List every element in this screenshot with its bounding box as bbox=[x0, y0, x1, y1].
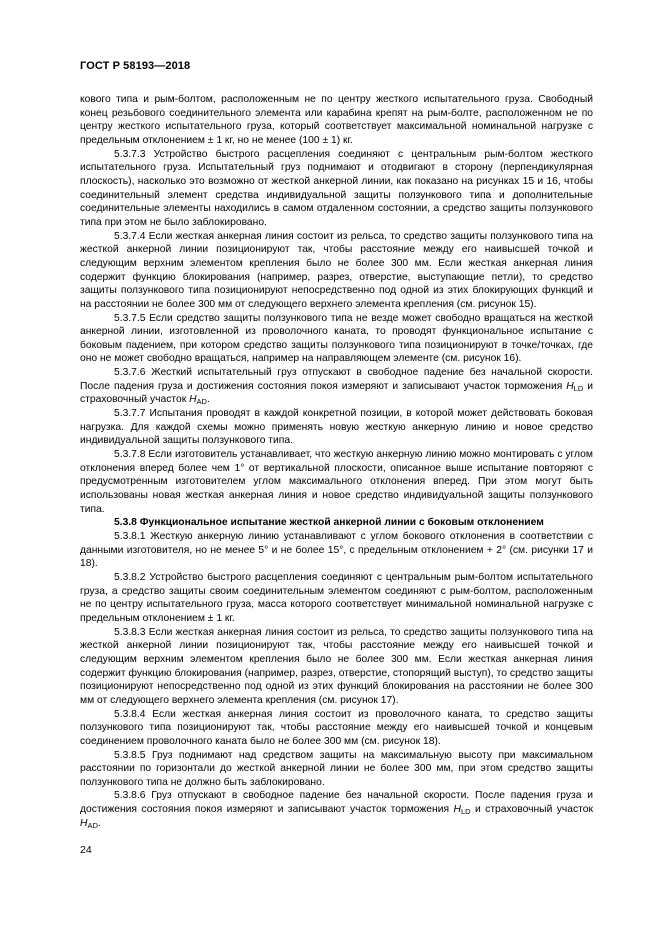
symbol-h-ad: $H_{AD}$ bbox=[80, 817, 98, 830]
paragraph-5-3-7-4: 5.3.7.4 Если жесткая анкерная линия состоит из рельса, то средство защиты ползункового типа на жесткой анкерной линии позиционируют так, чтобы расстояние между его наивысшей точкой и следующим верхним элементом крепления было не более 300 мм. Если жесткая анкерная линия содержит функцию блокирования (например, разрез, отверстие, выступающие петли), то средство защиты ползункового типа позиционируют непосредственно под одной из этих блокирующих функций и на расстоянии не более 300 мм от следующего верхнего элемента крепления (см. рисунок 15). bbox=[80, 230, 593, 310]
document-header: ГОСТ Р 58193—2018 bbox=[80, 60, 191, 72]
paragraph-5-3-7-6: 5.3.7.6 Жесткий испытательный груз отпускают в свободное падение без начальной скорости. После падения груза и достижения состояния покоя измеряют и записывают участок торможения $H_{LD}$ и страховочный участок $H_{AD}$. bbox=[80, 367, 593, 407]
paragraph-5-3-8-2: 5.3.8.2 Устройство быстрого расцепления соединяют с центральным рым-болтом испытательного груза, а средство защиты своим соединительным элементом соединяют с рым-болтом, расположенным не по центру испытательного груза, масса которого соответствует минимальной номинальной нагрузке с предельным отклонением ± 1 кг. bbox=[80, 571, 593, 624]
paragraph-5-3-8-3: 5.3.8.3 Если жесткая анкерная линия состоит из рельса, то средство защиты ползункового типа на жесткой анкерной линии позиционируют так, чтобы расстояние между его наивысшей точкой и следующим верхним элементом крепления было не более 300 мм. Если жесткая анкерная линия содержит функцию блокирования (например, разрез, отверстие, стопорящий выступ), то средство защиты позиционируют непосредственно под одной из этих функций блокирования на расстоянии не более 300 мм от следующего верхнего элемента крепления (см. рисунок 17). bbox=[80, 626, 593, 706]
paragraph-5-3-7-6-text: 5.3.7.6 Жесткий испытательный груз отпускают в свободное падение без начальной скорости. После падения груза и достижения состояния покоя измеряют и записывают участок торможения bbox=[80, 367, 593, 392]
symbol-h-ad: $H_{AD}$ bbox=[189, 394, 207, 407]
symbol-h-ld: $H_{LD}$ bbox=[566, 380, 584, 393]
paragraph-5-3-8-6: 5.3.8.6 Груз отпускают в свободное падение без начальной скорости. После падения груза и достижения состояния покоя измеряют и записывают участок торможения $H_{LD}$ и страховочный участок $H_{AD}$. bbox=[80, 790, 593, 830]
paragraph-5-3-7-8: 5.3.7.8 Если изготовитель устанавливает, что жесткую анкерную линию можно монтировать с углом отклонения вперед более чем 1° от вертикальной плоскости, описанное выше испытание повторяют с предусмотренным изготовителем углом максимального отклонения вперед. При этом могут быть использованы новая жесткая анкерная линия и новое средство индивидуальной защиты ползункового типа. bbox=[80, 449, 593, 515]
paragraph-5-3-7-3: 5.3.7.3 Устройство быстрого расцепления соединяют с центральным рым-болтом жесткого испытательного груза. Испытательный груз поднимают и отодвигают в сторону (перпендикулярная плоскость), насколько это возможно от жесткой анкерной линии, как показано на рисунках 15 и 16, чтобы соединительный элемент средства индивидуальной защиты ползункового типа и дополнительные соединительные элементы находились в самом отдаленном состоянии, а средство защиты ползункового типа при этом не было заблокировано. bbox=[80, 148, 593, 228]
paragraph-5-3-7-7: 5.3.7.7 Испытания проводят в каждой конкретной позиции, в которой может действовать боковая нагрузка. Для каждой схемы можно применять новую жесткую анкерную линию и новое средство индивидуальной защиты ползункового типа. bbox=[80, 408, 593, 447]
symbol-h-ld: $H_{LD}$ bbox=[453, 804, 471, 817]
paragraph-5-3-7-5: 5.3.7.5 Если средство защиты ползункового типа не везде может свободно вращаться на жесткой анкерной линии, изготовленной из проволочного каната, то проводят функциональное испытание с боковым падением, при котором средство защиты ползункового типа позиционируют в точке/точках, где оно не может свободно вращаться, например на направляющем элементе (см. рисунок 16). bbox=[80, 312, 593, 365]
paragraph-5-3-8-4: 5.3.8.4 Если жесткая анкерная линия состоит из проволочного каната, то средство защиты ползункового типа позиционируют так, чтобы расстояние между его наивысшей точкой и концевым соединением проволочного каната было не более 300 мм (см. рисунок 18). bbox=[80, 708, 593, 747]
paragraph-5-3-8-6-text: 5.3.8.6 Груз отпускают в свободное падение без начальной скорости. После падения груза и достижения состояния покоя измеряют и записывают участок торможения bbox=[80, 790, 593, 816]
paragraph-5-3-8-5: 5.3.8.5 Груз поднимают над средством защиты на максимальную высоту при максимальном расстоянии по горизонтали до жесткой анкерной линии не более 300 мм, при этом средство защиты ползункового типа не должно быть заблокировано. bbox=[80, 749, 593, 788]
page-number: 24 bbox=[80, 844, 92, 856]
document-body bbox=[80, 93, 593, 830]
paragraph-5-3-8-1: 5.3.8.1 Жесткую анкерную линию устанавливают с углом бокового отклонения в соответствии с данными изготовителя, но не менее 5° и не более 15°, с предельным отклонением + 2° (см. рисунки 17 и 18). bbox=[80, 531, 593, 570]
section-heading-5-3-8: 5.3.8 Функциональное испытание жесткой анкерной линии с боковым отклонением bbox=[114, 517, 544, 529]
paragraph-continuation: кового типа и рым-болтом, расположенным не по центру жесткого испытательного груза. Свободный конец резьбового соединительного элемента или карабина крепят на рым-болте, расположенном не по центру жесткого испытательного груза, который соответствует максимальной номинальной нагрузке с предельным отклонением ± 1 кг, но не менее (100 ± 1) кг. bbox=[80, 94, 593, 146]
